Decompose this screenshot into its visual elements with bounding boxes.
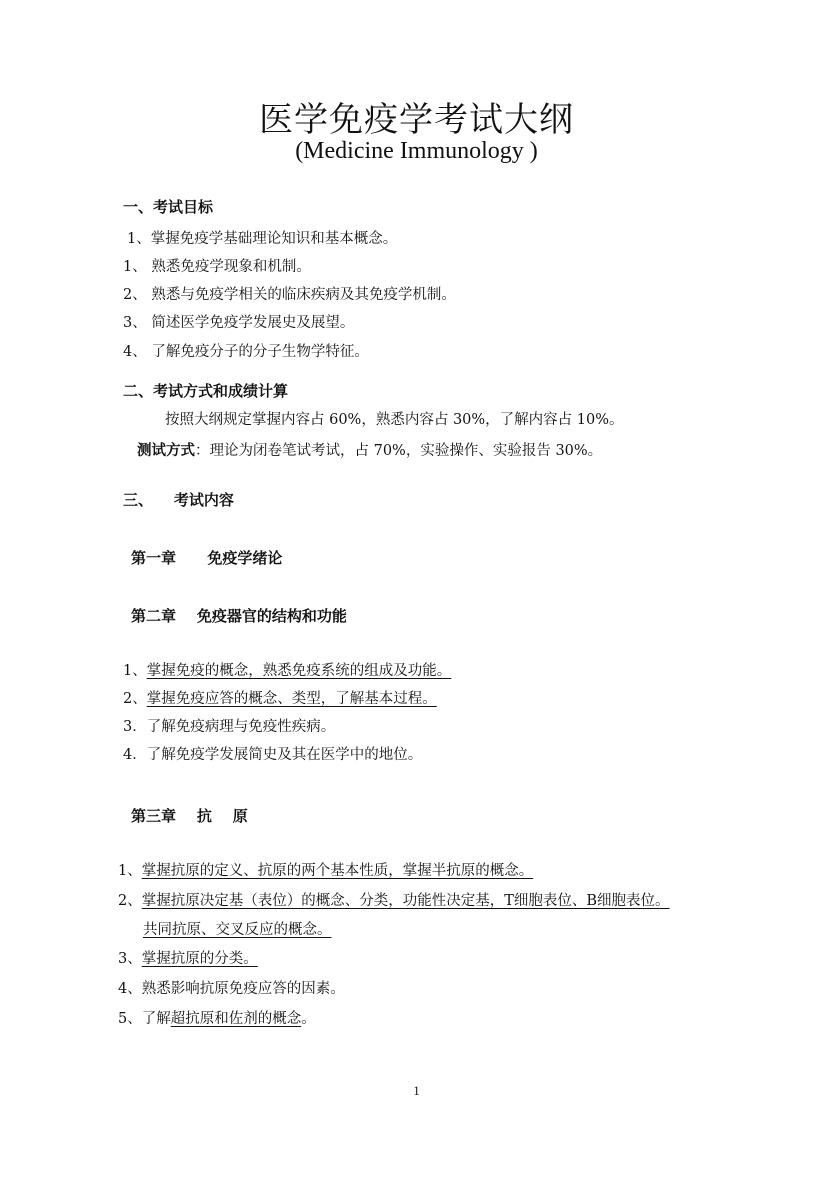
item-text: 掌握抗原决定基（表位）的概念、分类，功能性决定基，T细胞表位、B细胞表位。 xyxy=(141,893,670,909)
list-item xyxy=(123,659,451,680)
item-suffix: 。 xyxy=(301,1011,316,1027)
item-number: 2、 xyxy=(123,691,147,707)
item-text: 了解免疫病理与免疫性疾病。 xyxy=(146,719,336,735)
chapter-2-heading: 第二章 免疫器官的结构和功能 xyxy=(131,607,347,625)
test-method-text: ：理论为闭卷笔试考试，占 70%，实验操作、实验报告 30%。 xyxy=(195,443,603,459)
item-prefix: 了解 xyxy=(141,1011,171,1027)
item-number: 4、 xyxy=(118,981,142,997)
list-item xyxy=(118,859,533,880)
item-text: 掌握免疫的概念，熟悉免疫系统的组成及功能。 xyxy=(146,663,452,679)
list-item xyxy=(118,947,258,968)
item-number: 1、 xyxy=(123,663,147,679)
list-item: 3、 简述医学免疫学发展史及展望。 xyxy=(123,315,355,331)
item-number: 5、 xyxy=(118,1011,142,1027)
list-item: 2、 熟悉与免疫学相关的临床疾病及其免疫学机制。 xyxy=(123,287,456,303)
chapter-1-heading: 第一章 免疫学绪论 xyxy=(131,549,283,567)
section-heading-objectives: 一、考试目标 xyxy=(123,198,214,216)
item-text: 掌握抗原的定义、抗原的两个基本性质，掌握半抗原的概念。 xyxy=(141,863,534,879)
item-text: 掌握抗原的分类。 xyxy=(141,951,258,967)
item-number: 1、 xyxy=(118,863,142,879)
grading-line: 按照大纲规定掌握内容占 60%，熟悉内容占 30%，了解内容占 10%。 xyxy=(165,412,624,428)
list-item: 1、掌握免疫学基础理论知识和基本概念。 xyxy=(127,231,398,247)
section-heading-content: 三、 考试内容 xyxy=(123,491,234,509)
document-title: 医学免疫学考试大纲 xyxy=(259,100,574,140)
list-item xyxy=(123,687,437,708)
item-number: 4． xyxy=(123,747,147,763)
item-number: 2、 xyxy=(118,893,142,909)
item-text: 共同抗原、交叉反应的概念。 xyxy=(143,922,332,938)
item-number: 3． xyxy=(123,719,147,735)
list-item xyxy=(123,743,422,764)
list-item xyxy=(123,715,335,736)
section-heading-method: 二、考试方式和成绩计算 xyxy=(123,382,289,400)
item-text: 熟悉影响抗原免疫应答的因素。 xyxy=(141,981,345,997)
document-subtitle: (Medicine Immunology ) xyxy=(295,138,538,164)
item-text: 掌握免疫应答的概念、类型，了解基本过程。 xyxy=(146,691,437,707)
list-item-continuation xyxy=(143,918,332,939)
item-number: 3、 xyxy=(118,951,142,967)
item-text: 了解免疫学发展简史及其在医学中的地位。 xyxy=(146,747,423,763)
page-number: 1 xyxy=(413,1083,420,1098)
list-item xyxy=(118,889,670,910)
list-item xyxy=(118,1007,316,1028)
list-item: 4、 了解免疫分子的分子生物学特征。 xyxy=(123,344,369,360)
item-text: 超抗原和佐剂的概念 xyxy=(170,1011,302,1027)
chapter-3-heading: 第三章 抗 原 xyxy=(131,807,248,825)
list-item xyxy=(118,977,345,998)
list-item: 1、 熟悉免疫学现象和机制。 xyxy=(123,259,311,275)
test-method-label: 测试方式 xyxy=(137,442,195,459)
test-method-line xyxy=(137,439,602,460)
